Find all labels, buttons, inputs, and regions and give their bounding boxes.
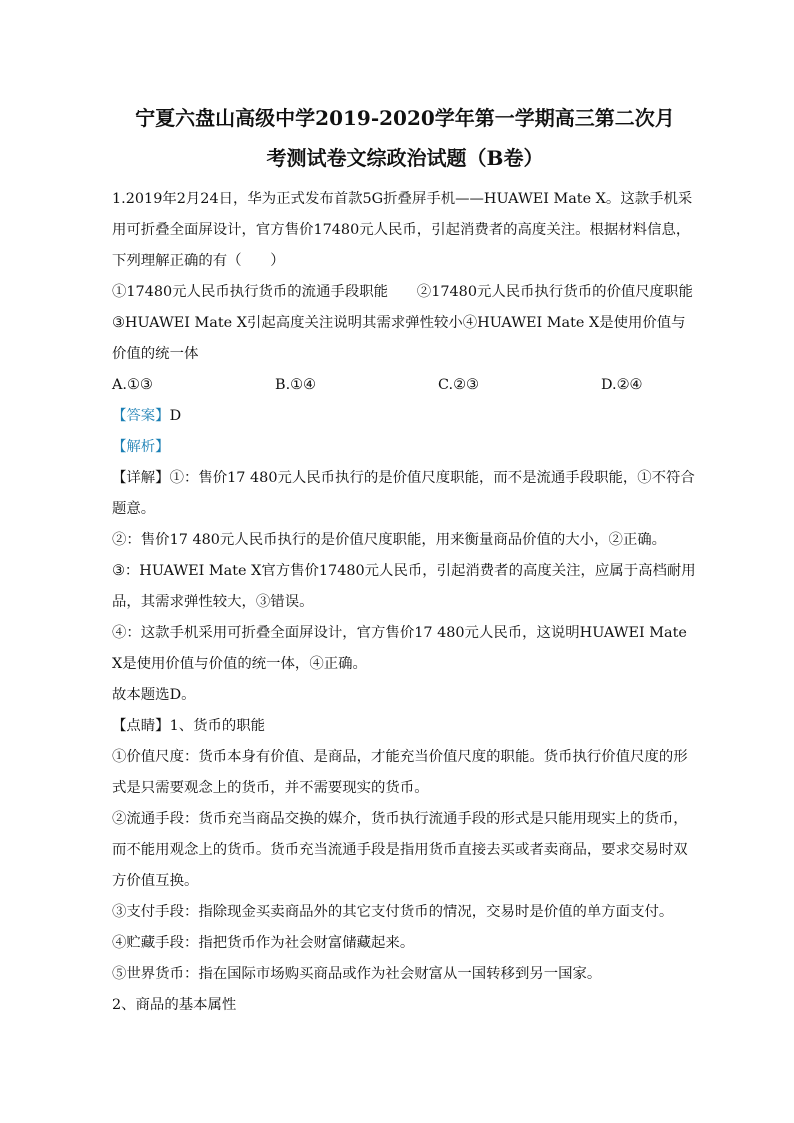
title-line-1: 宁夏六盘山高级中学2019-2020学年第一学期高三第二次月 [135,106,675,130]
detail-paragraph-4: ④：这款手机采用可折叠全面屏设计，官方售价17 480元人民币，这说明HUAWEI Mate X是使用价值与价值的统一体，④正确。 [112,625,687,672]
function-storage: ④贮藏手段：指把货币作为社会财富储藏起来。 [112,935,415,951]
function-value-measure: ①价值尺度：货币本身有价值、是商品，才能充当价值尺度的职能。货币执行价值尺度的形式是只需要观念上的货币，并不需要现实的货币。 [112,749,688,796]
detail-paragraph-1 [112,463,698,525]
analysis-line [112,432,698,463]
detail-conclusion: 故本题选D。 [112,687,196,703]
document-title [104,98,706,178]
detail-label: 【详解】 [112,470,170,486]
option-a: A.①③ [112,377,153,393]
option-b: B.①④ [275,377,316,393]
function-payment: ③支付手段：指除现金买卖商品外的其它支付货币的情况，交易时是价值的单方面支付。 [112,904,674,920]
detail-paragraph-2: ②：售价17 480元人民币执行的是价值尺度职能，用来衡量商品价值的大小，②正确。 [112,532,667,548]
question-statements-1: ①17480元人民币执行货币的流通手段职能 ②17480元人民币执行货币的价值尺度职能 [112,284,693,300]
title-line-2: 考测试卷文综政治试题（B卷） [266,146,544,170]
option-d: D.②④ [601,377,643,393]
function-circulation: ②流通手段：货币充当商品交换的媒介，货币执行流通手段的形式是只能用现实上的货币，而不能用观念上的货币。货币充当流通手段是指用货币直接去买或者卖商品，要求交易时双方价值互换。 [112,811,688,889]
option-c: C.②③ [438,377,479,393]
detail-text-1: ①：售价17 480元人民币执行的是价值尺度职能，而不是流通手段职能，①不符合题意。 [112,470,695,517]
function-world-money: ⑤世界货币：指在国际市场购买商品或作为社会财富从一国转移到另一国家。 [112,966,602,982]
points-heading-2: 2、商品的基本属性 [112,997,237,1013]
detail-paragraph-3: ③：HUAWEI Mate X官方售价17480元人民币，引起消费者的高度关注，应属于高档耐用品，其需求弹性较大，③错误。 [112,563,696,610]
answer-value: D [169,408,182,424]
answer-label: 【答案】 [112,408,170,424]
question-statements-2: ③HUAWEI Mate X引起高度关注说明其需求弹性较小④HUAWEI Mate X是使用价值与价值的统一体 [112,315,686,362]
points-heading-1-line [112,711,698,742]
points-label: 【点睛】 [112,718,170,734]
points-heading-1: 1、货币的职能 [169,718,266,734]
analysis-label: 【解析】 [112,439,170,455]
answer-options [112,370,698,401]
question-stem: 1.2019年2月24日，华为正式发布首款5G折叠屏手机——HUAWEI Mate X。这款手机采用可折叠全面屏设计，官方售价17480元人民币，引起消费者的高度关注。根据材料信息，下列理解正确的有（ ） [112,191,693,269]
answer-line [112,401,698,432]
